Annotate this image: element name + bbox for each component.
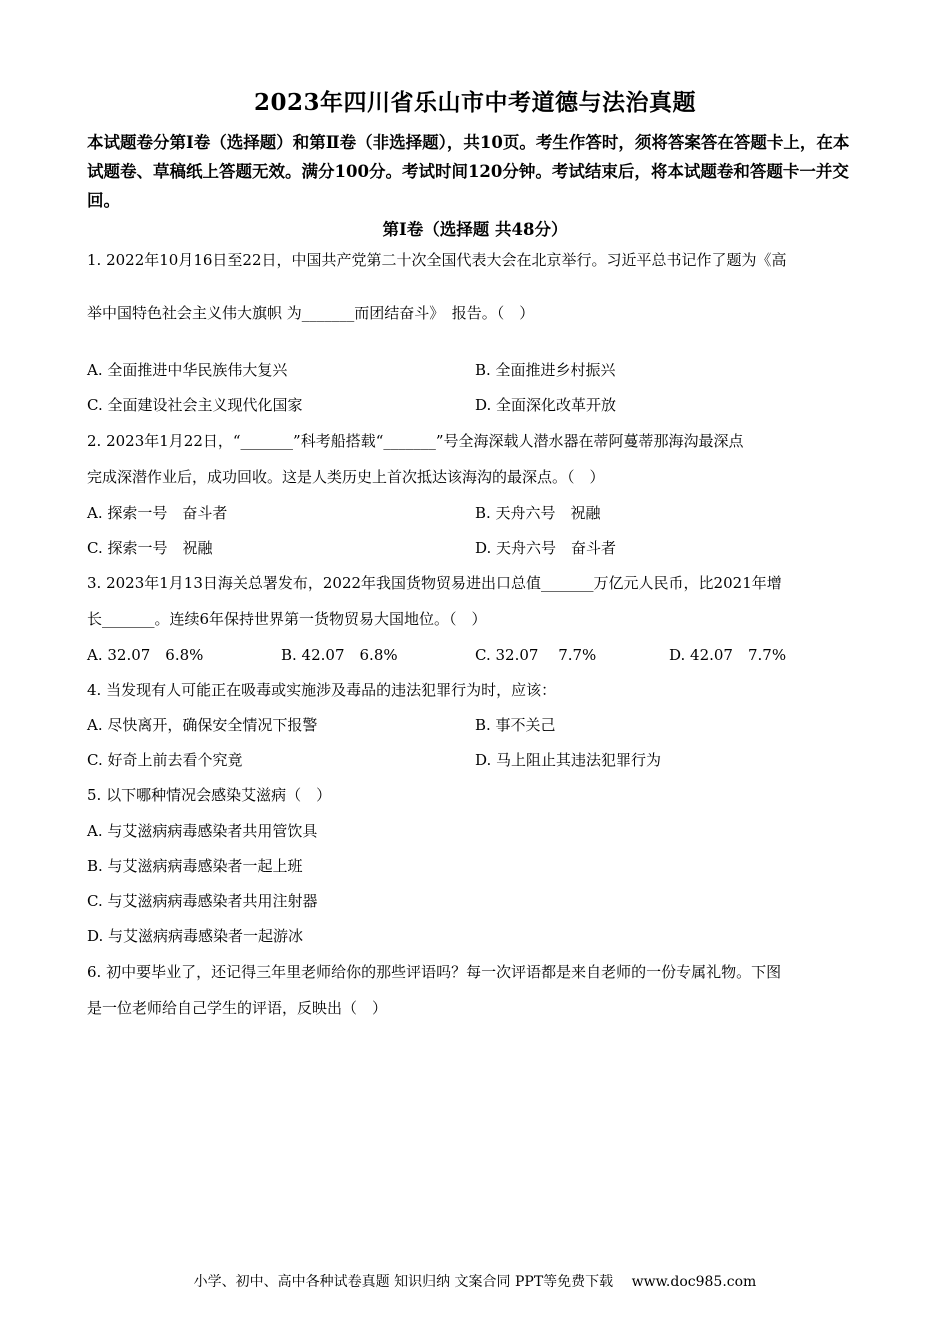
question-2-option-b: B. 天舟六号 祝融 xyxy=(475,504,601,522)
page-title: 2023年四川省乐山市中考道德与法治真题 xyxy=(253,89,696,116)
question-5-option-d: D. 与艾滋病病毒感染者一起游冰 xyxy=(87,927,304,945)
exam-instructions: 本试题卷分第Ⅰ卷（选择题）和第Ⅱ卷（非选择题），共10页。考生作答时，须将答案答在答题卡上，在本试题卷、草稿纸上答题无效。满分100分。考试时间120分钟。考试结束后，将本试题卷和答题卡一并交回。 xyxy=(87,133,850,210)
question-1-option-b: B. 全面推进乡村振兴 xyxy=(475,361,616,379)
question-3-option-c: C. 32.07 7.7% xyxy=(475,646,597,664)
question-5-line-1: 5. 以下哪种情况会感染艾滋病（ ） xyxy=(87,786,332,804)
question-2-option-c: C. 探索一号 祝融 xyxy=(87,539,213,557)
question-1-option-d: D. 全面深化改革开放 xyxy=(475,396,617,414)
question-4-line-1: 4. 当发现有人可能正在吸毒或实施涉及毒品的违法犯罪行为时，应该： xyxy=(87,681,557,699)
section-title: 第Ⅰ卷（选择题 共48分） xyxy=(382,220,568,239)
question-3-line-2: 长_______。连续6年保持世界第一货物贸易大国地位。（ ） xyxy=(87,610,487,628)
question-6-line-2: 是一位老师给自己学生的评语，反映出（ ） xyxy=(87,999,388,1017)
question-1-line-1: 1. 2022年10月16日至22日，中国共产党第二十次全国代表大会在北京举行。习近平总书记作了题为《高 xyxy=(87,251,787,269)
question-1-line-2: 举中国特色社会主义伟大旗帜 为_______而团结奋斗》 报告。（ ） xyxy=(87,304,535,322)
question-2-line-2: 完成深潜作业后，成功回收。这是人类历史上首次抵达该海沟的最深点。（ ） xyxy=(87,468,605,486)
question-1-option-c: C. 全面建设社会主义现代化国家 xyxy=(87,396,303,414)
question-5-option-b: B. 与艾滋病病毒感染者一起上班 xyxy=(87,857,303,875)
question-3-line-1: 3. 2023年1月13日海关总署发布，2022年我国货物贸易进出口总值_______万亿元人民币，比2021年增 xyxy=(87,574,782,592)
question-3-option-a: A. 32.07 6.8% xyxy=(87,646,204,664)
question-3-option-d: D. 42.07 7.7% xyxy=(669,646,787,664)
question-5-option-a: A. 与艾滋病病毒感染者共用管饮具 xyxy=(87,822,318,840)
question-4-option-b: B. 事不关己 xyxy=(475,716,556,734)
question-4-option-c: C. 好奇上前去看个究竟 xyxy=(87,751,243,769)
question-5-option-c: C. 与艾滋病病毒感染者共用注射器 xyxy=(87,892,318,910)
question-3-option-b: B. 42.07 6.8% xyxy=(281,646,398,664)
question-6-line-1: 6. 初中要毕业了，还记得三年里老师给你的那些评语吗？每一次评语都是来自老师的一份专属礼物。下图 xyxy=(87,963,782,981)
page-footer: 小学、初中、高中各种试卷真题 知识归纳 文案合同 PPT等免费下载 www.doc985.com xyxy=(193,1274,757,1290)
question-2-option-a: A. 探索一号 奋斗者 xyxy=(87,504,228,522)
question-1-option-a: A. 全面推进中华民族伟大复兴 xyxy=(87,361,288,379)
question-4-option-a: A. 尽快离开，确保安全情况下报警 xyxy=(87,716,318,734)
question-4-option-d: D. 马上阻止其违法犯罪行为 xyxy=(475,751,662,769)
question-2-line-1: 2. 2023年1月22日，“_______”科考船搭载“_______”号全海深载人潜水器在蒂阿蔓蒂那海沟最深点 xyxy=(87,432,744,450)
question-2-option-d: D. 天舟六号 奋斗者 xyxy=(475,539,617,557)
